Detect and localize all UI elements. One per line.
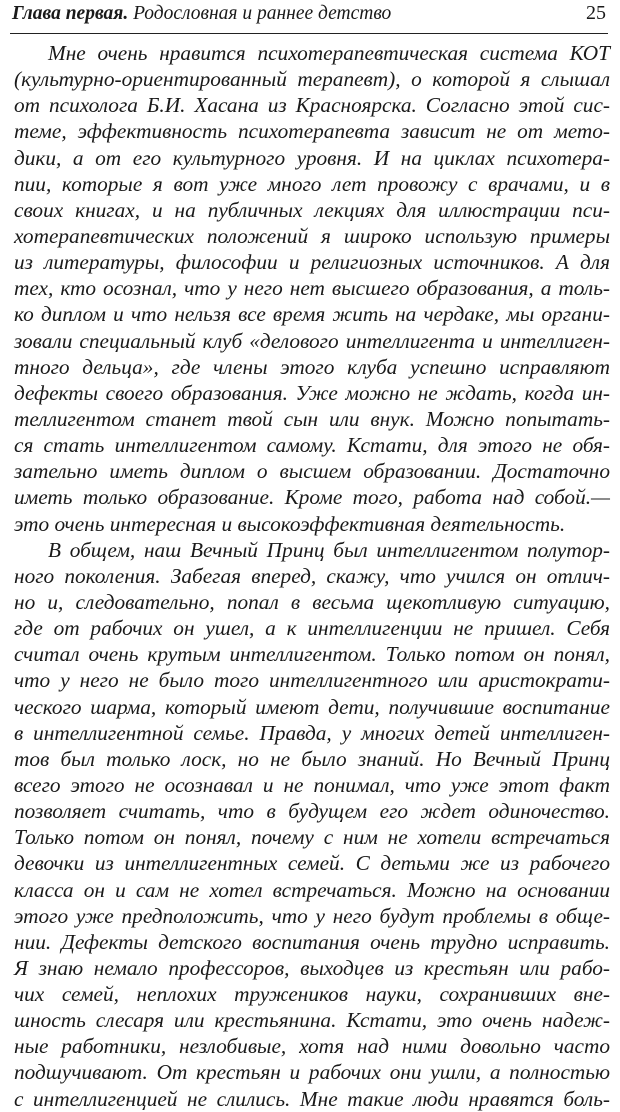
text-line: это очень интересная и высокоэффективная деятельность. bbox=[14, 511, 566, 536]
text-line: с интеллигенцией не слились. Мне такие люди нравятся боль- bbox=[14, 1086, 610, 1111]
text-line: но и, следовательно, попал в весьма щекотливую ситуацию, bbox=[14, 589, 610, 614]
text-line: класса он и сам не хотел встречаться. Можно на основании bbox=[14, 877, 610, 902]
text-line: теллигентом станет твой сын или внук. Можно попытать- bbox=[14, 406, 610, 431]
text-line: ся стать интеллигентом самому. Кстати, для этого не обя- bbox=[14, 433, 610, 458]
text-line: Мне очень нравится психотерапевтическая система КОТ bbox=[48, 41, 610, 65]
text-line: зательно иметь диплом о высшем образовании. Достаточно bbox=[14, 459, 610, 484]
text-line: хотерапевтических положений я широко использую примеры bbox=[14, 223, 610, 248]
header-rule bbox=[10, 33, 608, 34]
text-line: подшучивают. От крестьян и рабочих они ушли, а полностью bbox=[14, 1060, 610, 1085]
text-line: тов был только лоск, но не было знаний. Но Вечный Принц bbox=[14, 746, 610, 771]
text-line: иметь только образование. Кроме того, работа над собой.— bbox=[14, 485, 610, 510]
text-line: зовали специальный клуб «делового интеллигента и интеллиген- bbox=[14, 328, 610, 353]
text-line: теме, эффективность психотерапевта зависит не от мето- bbox=[14, 119, 610, 144]
text-line: пии, которые я вот уже много лет провожу с врачами, и в bbox=[14, 171, 610, 196]
text-line: считал очень крутым интеллигентом. Только потом он понял, bbox=[14, 642, 610, 667]
section-title: Родословная и раннее детство bbox=[133, 3, 392, 24]
body-text bbox=[14, 40, 610, 1112]
text-line: этого уже предположить, что у него будут проблемы в обще- bbox=[14, 903, 610, 928]
paragraph bbox=[14, 537, 610, 1112]
text-line: где от рабочих он ушел, а к интеллигенции не пришел. Себя bbox=[14, 616, 610, 641]
paragraph bbox=[14, 40, 610, 537]
text-line: Я знаю немало профессоров, выходцев из крестьян или рабо- bbox=[14, 955, 610, 980]
text-line: дефекты своего образования. Уже можно не ждать, когда ин- bbox=[14, 380, 610, 405]
text-line: из литературы, философии и религиозных источников. А для bbox=[14, 250, 610, 275]
text-line: своих книгах, и на публичных лекциях для иллюстрации пси- bbox=[14, 197, 610, 222]
page-number: 25 bbox=[586, 2, 606, 24]
text-line: девочки из интеллигентных семей. С детьми же из рабочего bbox=[14, 851, 610, 876]
text-line: чих семей, неплохих тружеников науки, сохранивших вне- bbox=[14, 982, 610, 1007]
text-line: нии. Дефекты детского воспитания очень трудно исправить. bbox=[14, 929, 610, 954]
text-line: Только потом он понял, почему с ним не хотели встречаться bbox=[14, 825, 610, 850]
chapter-title bbox=[12, 3, 391, 25]
text-line: что у него не было того интеллигентного или аристократи- bbox=[14, 668, 610, 693]
text-line: ного поколения. Забегая вперед, скажу, что учился он отлич- bbox=[14, 563, 610, 588]
chapter-label: Глава первая. bbox=[12, 3, 129, 24]
text-line: всего этого не осознавал и не понимал, что уже этот факт bbox=[14, 772, 610, 797]
text-line: шность слесаря или крестьянина. Кстати, это очень надеж- bbox=[14, 1008, 610, 1033]
text-line: от психолога Б.И. Хасана из Красноярска. Согласно этой сис- bbox=[14, 93, 610, 118]
text-line: ко диплом и что нельзя все время жить на чердаке, мы органи- bbox=[14, 302, 610, 327]
text-line: позволяет считать, что в будущем его ждет одиночество. bbox=[14, 799, 610, 824]
text-line: дики, а от его культурного уровня. И на циклах психотера- bbox=[14, 145, 610, 170]
text-line: тного дельца», где члены этого клуба успешно исправляют bbox=[14, 354, 610, 379]
running-head bbox=[12, 2, 606, 32]
text-line: тех, кто осознал, что у него нет высшего образования, а толь- bbox=[14, 276, 610, 301]
text-line: В общем, наш Вечный Принц был интеллигентом полутор- bbox=[48, 537, 610, 562]
text-line: в интеллигентной семье. Правда, у многих детей интеллиген- bbox=[14, 720, 610, 745]
text-line: ные работники, незлобивые, хотя над ними довольно часто bbox=[14, 1034, 610, 1059]
text-line: (культурно-ориентированный терапевт), о которой я слышал bbox=[14, 67, 610, 92]
text-line: ческого шарма, который имеют дети, получившие воспитание bbox=[14, 694, 610, 719]
